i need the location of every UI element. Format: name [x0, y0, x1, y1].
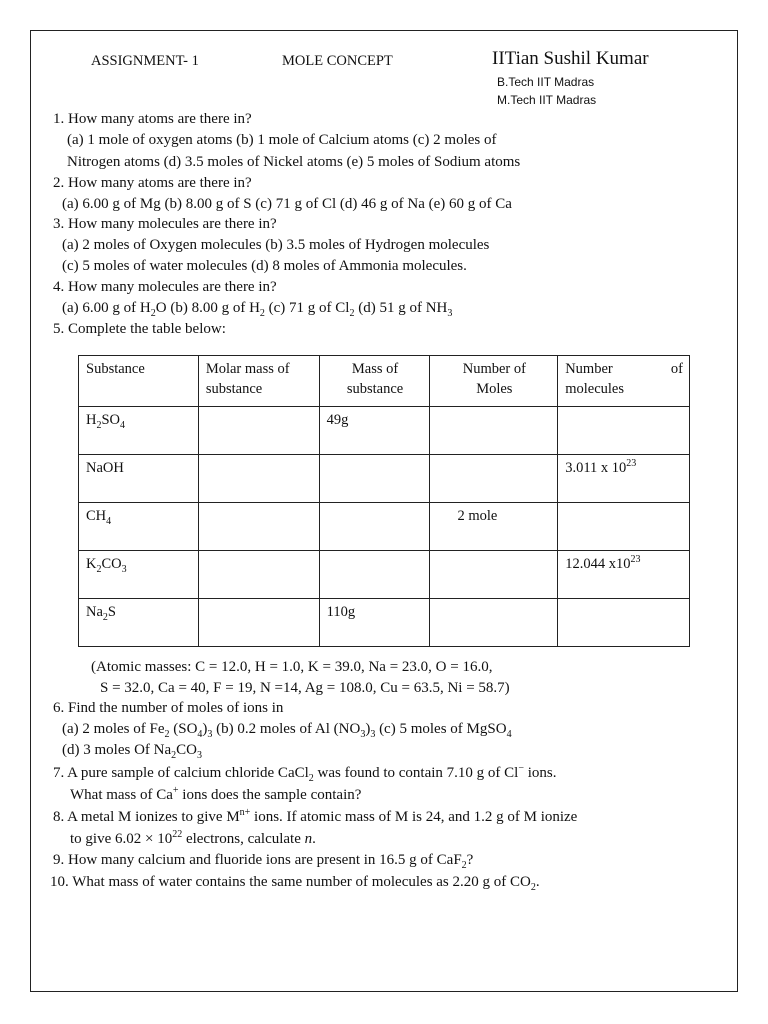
table-row — [79, 551, 690, 599]
cell-molar-mass — [198, 551, 319, 599]
topic-label: MOLE CONCEPT — [282, 53, 393, 69]
table-row — [79, 503, 690, 551]
assignment-label: ASSIGNMENT- 1 — [91, 53, 199, 69]
question-1-line-2: Nitrogen atoms (d) 3.5 moles of Nickel atoms (e) 5 moles of Sodium atoms — [67, 154, 521, 170]
cell-substance-h2so4: $H_2SO_4$ — [79, 407, 199, 455]
cell-moles — [430, 551, 558, 599]
atomic-masses-line-1: (Atomic masses: C = 12.0, H = 1.0, K = 39.0, Na = 23.0, O = 16.0, — [91, 659, 493, 675]
table-header-row — [79, 356, 690, 407]
cell-mass — [319, 551, 430, 599]
author-degree-btech: B.Tech IIT Madras — [497, 75, 595, 89]
cell-molecules — [558, 503, 690, 551]
question-10: 10. What mass of water contains the same number of molecules as 2.20 g of $CO_2$. — [50, 874, 540, 893]
header-substance: Substance — [79, 356, 199, 407]
cell-mass — [319, 455, 430, 503]
cell-molecules — [558, 599, 690, 647]
question-3-line-2: (c) 5 moles of water molecules (d) 8 moles of Ammonia molecules. — [62, 258, 467, 274]
table-row — [79, 455, 690, 503]
question-8-line-1: 8. A metal M ionizes to give $M^{n+}$ ions. If atomic mass of M is 24, and 1.2 g of M ionize — [53, 807, 578, 825]
question-7-line-1: 7. A pure sample of calcium chloride CaCl$_2$ was found to contain 7.10 g of Cl− ions. — [53, 763, 557, 784]
cell-moles — [430, 599, 558, 647]
cell-substance-naoh: NaOH — [79, 455, 199, 503]
cell-molecules — [558, 407, 690, 455]
cell-molar-mass — [198, 407, 319, 455]
question-6-line-1: (a) 2 moles of $Fe_2$ $(SO_4)_3$ (b) 0.2 moles of Al $(NO_3)_3$ (c) 5 moles of MgSO$_4$ — [62, 721, 512, 740]
question-3-line-1: (a) 2 moles of Oxygen molecules (b) 3.5 moles of Hydrogen molecules — [62, 237, 490, 253]
question-1-title: 1. How many atoms are there in? — [53, 111, 252, 127]
cell-moles — [430, 407, 558, 455]
mole-table — [78, 355, 690, 647]
question-6-line-2: (d) 3 moles Of $Na_2CO_3$ — [62, 742, 202, 761]
cell-molar-mass — [198, 599, 319, 647]
question-2-title: 2. How many atoms are there in? — [53, 175, 252, 191]
cell-mass: 110g — [319, 599, 430, 647]
header-mass: Mass of substance — [319, 356, 430, 407]
cell-molar-mass — [198, 455, 319, 503]
cell-molecules: 3.011 x $10^{23}$ — [558, 455, 690, 503]
cell-moles — [430, 455, 558, 503]
question-7-line-2: What mass of Ca+ ions does the sample contain? — [70, 785, 362, 803]
question-4-title: 4. How many molecules are there in? — [53, 279, 277, 295]
header-molar-mass: Molar mass of substance — [198, 356, 319, 407]
question-5-title: 5. Complete the table below: — [53, 321, 226, 337]
table-row — [79, 599, 690, 647]
table-row — [79, 407, 690, 455]
question-1-line-1: (a) 1 mole of oxygen atoms (b) 1 mole of Calcium atoms (c) 2 moles of — [67, 132, 497, 148]
cell-molecules: 12.044 $x10^{23}$ — [558, 551, 690, 599]
question-9: 9. How many calcium and fluoride ions are present in 16.5 g of CaF$_2$? — [53, 852, 474, 871]
question-2-line-1: (a) 6.00 g of Mg (b) 8.00 g of S (c) 71 g of Cl (d) 46 g of Na (e) 60 g of Ca — [62, 196, 512, 212]
header-moles: Number of Moles — [430, 356, 558, 407]
question-8-line-2: to give $6.02 \times 10^{22}$ electrons, calculate n. — [70, 829, 316, 847]
cell-substance-na2s: $Na_2S$ — [79, 599, 199, 647]
header-molecules: Number of molecules — [558, 356, 690, 407]
author-name: IITian Sushil Kumar — [492, 48, 649, 69]
question-3-title: 3. How many molecules are there in? — [53, 216, 277, 232]
cell-molar-mass — [198, 503, 319, 551]
atomic-masses-line-2: S = 32.0, Ca = 40, F = 19, N =14, Ag = 108.0, Cu = 63.5, Ni = 58.7) — [100, 680, 510, 696]
cell-substance-ch4: $CH_4$ — [79, 503, 199, 551]
cell-mass: 49g — [319, 407, 430, 455]
question-6-title: 6. Find the number of moles of ions in — [53, 700, 284, 716]
cell-substance-k2co3: $K_2CO_3$ — [79, 551, 199, 599]
author-degree-mtech: M.Tech IIT Madras — [497, 93, 597, 107]
question-4-line-1: (a) 6.00 g of $H_2O$ (b) 8.00 g of $H_2$ (c) 71 g of $Cl_2$ (d) 51 g of $NH_3$ — [62, 300, 453, 319]
cell-moles: 2 mole — [430, 503, 558, 551]
cell-mass — [319, 503, 430, 551]
